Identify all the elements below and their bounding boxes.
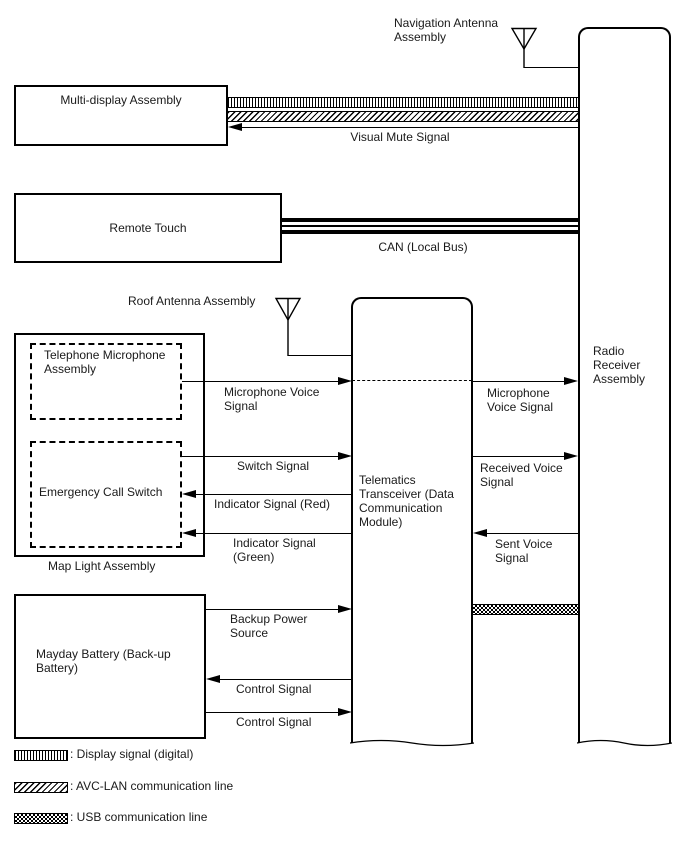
backup-power-source-arrowhead — [338, 605, 352, 613]
backup-power-source-line — [206, 609, 338, 610]
visual-mute-signal-label: Visual Mute Signal — [350, 130, 450, 144]
indicator-signal-red-label: Indicator Signal (Red) — [214, 497, 331, 511]
visual-mute-signal-line — [240, 127, 578, 128]
navigation-antenna-label: Navigation Antenna Assembly — [394, 16, 499, 45]
indicator-signal-red-line — [196, 494, 352, 495]
navigation-antenna-icon — [510, 27, 538, 68]
control-signal-2-label: Control Signal — [236, 715, 312, 729]
remote-touch-box — [14, 193, 282, 263]
roof-antenna-label: Roof Antenna Assembly — [128, 294, 256, 308]
indicator-signal-green-arrowhead — [182, 529, 196, 537]
multi-display-assembly-box — [14, 85, 228, 146]
telephone-microphone-box — [30, 343, 182, 420]
roof-antenna-icon — [274, 297, 302, 356]
control-signal-2-line — [206, 712, 338, 713]
navigation-antenna-feed-line — [524, 67, 579, 68]
backup-power-source-label: Backup Power Source — [230, 612, 308, 641]
control-signal-1-label: Control Signal — [236, 682, 312, 696]
received-voice-signal-label: Received Voice Signal — [480, 461, 563, 490]
mayday-battery-box — [14, 594, 206, 739]
radio-receiver-box-wave-edge — [577, 737, 672, 749]
microphone-voice-signal-left-line — [182, 381, 338, 382]
avc-lan-line — [228, 111, 578, 122]
map-light-assembly-label: Map Light Assembly — [48, 559, 156, 573]
indicator-signal-red-arrowhead — [182, 490, 196, 498]
microphone-voice-signal-right-line — [473, 381, 564, 382]
radio-receiver-label: Radio Receiver Assembly — [593, 344, 646, 387]
usb-communication-line — [473, 604, 578, 615]
microphone-voice-signal-left-label: Microphone Voice Signal — [224, 385, 320, 414]
microphone-voice-signal-dashed-line — [352, 380, 472, 381]
emergency-call-switch-label: Emergency Call Switch — [39, 485, 163, 499]
switch-signal-label: Switch Signal — [237, 459, 310, 473]
emergency-call-switch-box — [30, 441, 182, 548]
remote-touch-label: Remote Touch — [109, 220, 187, 235]
telematics-transceiver-label: Telematics Transceiver (Data Communication Module) — [359, 473, 454, 530]
switch-signal-arrowhead — [338, 452, 352, 460]
visual-mute-arrowhead — [228, 123, 242, 131]
telephone-microphone-label: Telephone Microphone Assembly — [44, 348, 166, 377]
sent-voice-signal-line — [487, 533, 578, 534]
legend-avc-lan-label: : AVC-LAN communication line — [70, 779, 234, 793]
display-signal-line — [228, 97, 578, 108]
received-voice-signal-line — [473, 456, 564, 457]
mayday-battery-label: Mayday Battery (Back-up Battery) — [36, 647, 171, 676]
legend-display-signal-swatch — [14, 750, 68, 761]
control-signal-1-line — [220, 679, 352, 680]
indicator-signal-green-line — [196, 533, 352, 534]
microphone-voice-signal-left-arrowhead — [338, 377, 352, 385]
legend-display-signal-label: : Display signal (digital) — [70, 747, 194, 761]
can-local-bus-line — [282, 218, 578, 234]
roof-antenna-feed-line — [288, 355, 352, 356]
indicator-signal-green-label: Indicator Signal (Green) — [233, 536, 316, 565]
legend-usb-swatch — [14, 813, 68, 824]
received-voice-signal-arrowhead — [564, 452, 578, 460]
telematics-box-wave-edge — [350, 737, 474, 749]
can-local-bus-label: CAN (Local Bus) — [378, 240, 468, 254]
sent-voice-signal-arrowhead — [473, 529, 487, 537]
multi-display-assembly-label: Multi-display Assembly — [60, 93, 182, 107]
sent-voice-signal-label: Sent Voice Signal — [495, 537, 553, 566]
control-signal-1-arrowhead — [206, 675, 220, 683]
control-signal-2-arrowhead — [338, 708, 352, 716]
legend-avc-lan-swatch — [14, 782, 68, 793]
switch-signal-line — [182, 456, 338, 457]
microphone-voice-signal-right-arrowhead — [564, 377, 578, 385]
microphone-voice-signal-right-label: Microphone Voice Signal — [487, 386, 554, 415]
legend-usb-label: : USB communication line — [70, 810, 208, 824]
